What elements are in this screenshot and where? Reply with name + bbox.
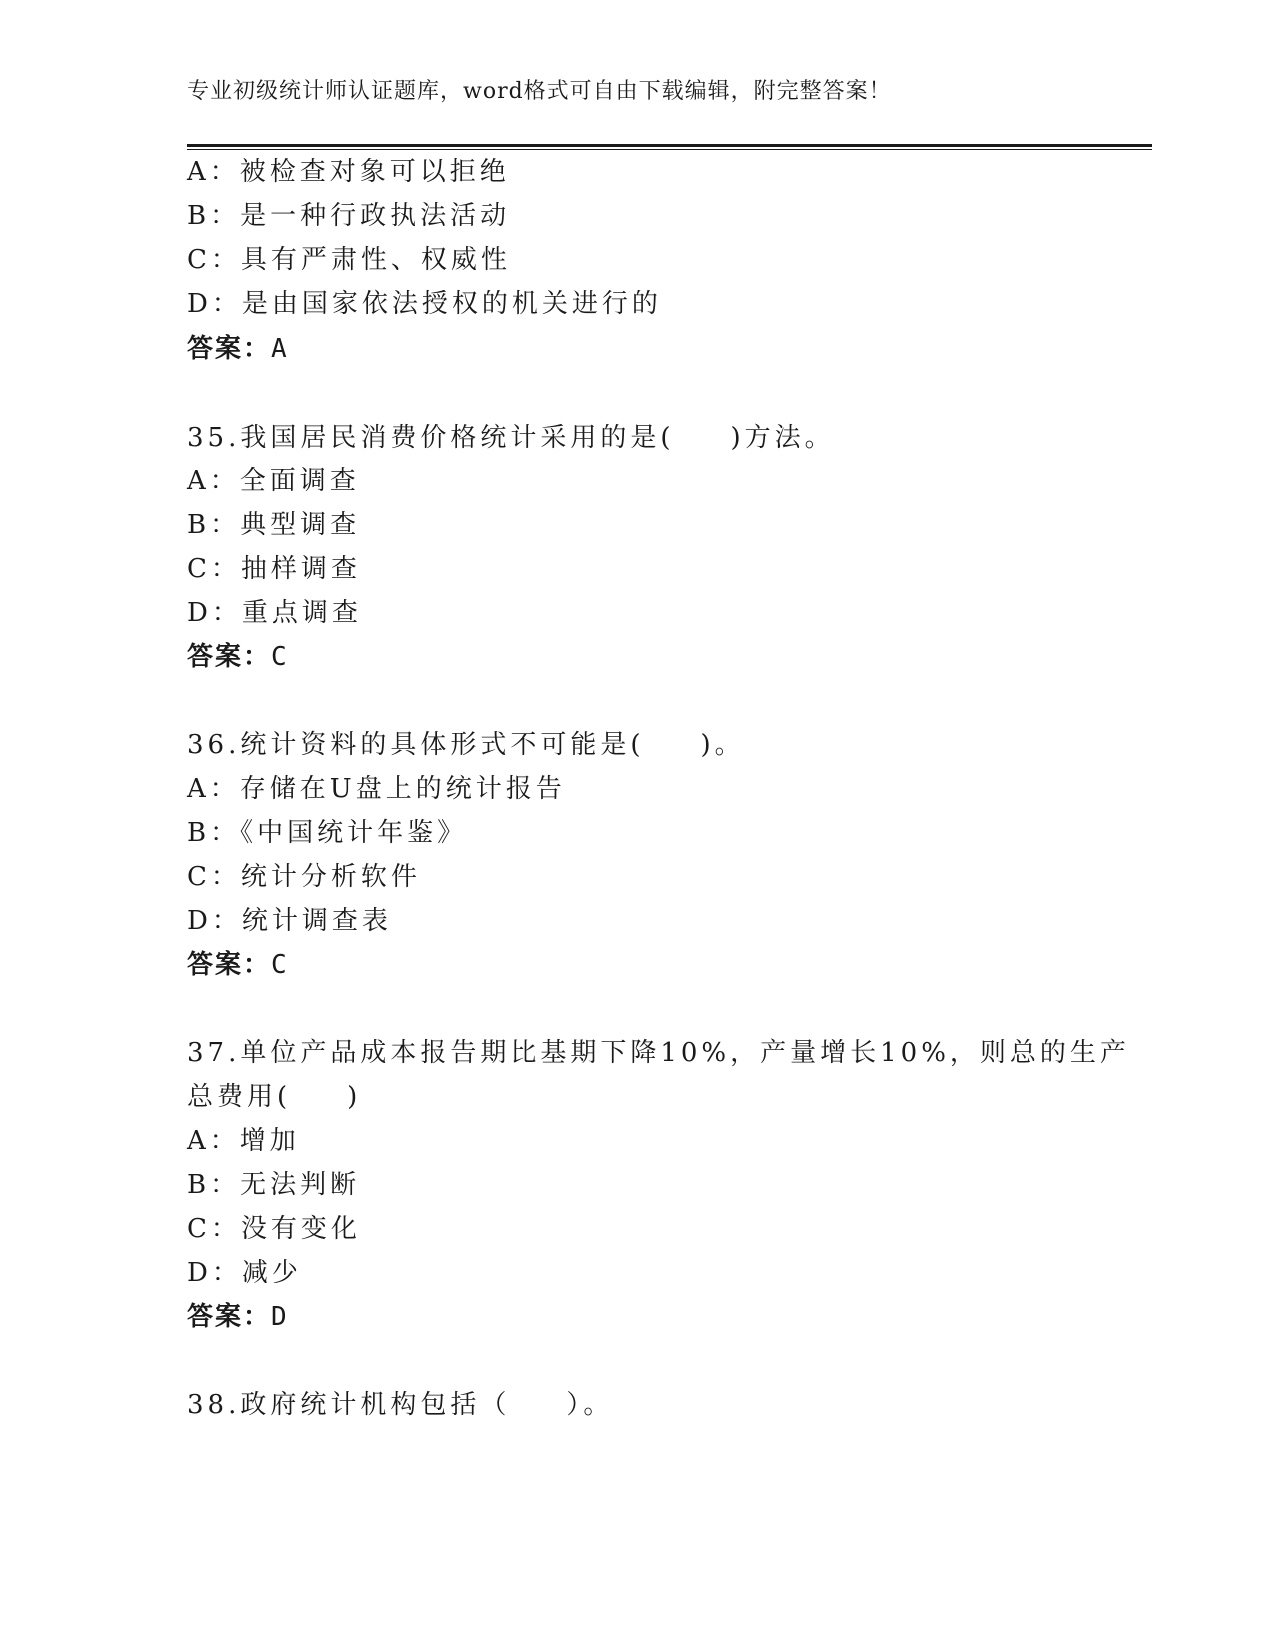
q36-stem xyxy=(187,728,745,762)
q36-option-a: A：存储在U盘上的统计报告 xyxy=(187,774,566,804)
q34-option-d: D：是由国家依法授权的机关进行的 xyxy=(187,289,662,319)
q37-stem-line2 xyxy=(187,1080,361,1114)
answer-value: D xyxy=(271,1302,287,1332)
page-header: 专业初级统计师认证题库，word格式可自由下载编辑，附完整答案！ xyxy=(187,79,892,104)
q35-option-a: A：全面调查 xyxy=(187,466,360,496)
answer-label: 答案： xyxy=(187,950,272,980)
q35-answer xyxy=(187,640,287,674)
q37-option-b: B：无法判断 xyxy=(187,1170,361,1200)
q37-answer xyxy=(187,1300,287,1334)
q34-option-c: C：具有严肃性、权威性 xyxy=(187,245,511,275)
q38-stem-end: ）。 xyxy=(566,1390,614,1420)
q37-stem-text: 总费用( xyxy=(187,1082,292,1112)
q36-option-d: D：统计调查表 xyxy=(187,906,392,936)
q36-stem-end: )。 xyxy=(700,730,745,760)
q36-option-c: C：统计分析软件 xyxy=(187,862,421,892)
answer-label: 答案： xyxy=(187,1302,272,1332)
q37-stem-end: ) xyxy=(347,1082,362,1112)
q35-stem xyxy=(187,421,835,455)
q35-option-d: D：重点调查 xyxy=(187,598,362,628)
answer-value: C xyxy=(271,642,287,672)
q38-stem-text: 38.政府统计机构包括（ xyxy=(187,1390,511,1420)
header-rule-thin xyxy=(187,149,1152,150)
q34-option-a: A：被检查对象可以拒绝 xyxy=(187,157,510,187)
q36-option-b: B：《中国统计年鉴》 xyxy=(187,818,468,848)
q35-stem-end: )方法。 xyxy=(730,423,835,453)
q37-option-d: D：减少 xyxy=(187,1258,302,1288)
q35-stem-text: 35.我国居民消费价格统计采用的是( xyxy=(187,423,675,453)
q35-option-b: B：典型调查 xyxy=(187,510,361,540)
answer-label: 答案： xyxy=(187,642,272,672)
header-rule-thick xyxy=(187,144,1152,147)
q34-answer xyxy=(187,332,287,366)
q37-option-c: C：没有变化 xyxy=(187,1214,361,1244)
q37-stem-line1: 37.单位产品成本报告期比基期下降10%，产量增长10%，则总的生产 xyxy=(187,1038,1130,1068)
q35-option-c: C：抽样调查 xyxy=(187,554,361,584)
answer-label: 答案： xyxy=(187,334,272,364)
answer-value: C xyxy=(271,950,287,980)
q34-option-b: B：是一种行政执法活动 xyxy=(187,201,511,231)
q37-option-a: A：增加 xyxy=(187,1126,300,1156)
q36-answer xyxy=(187,948,287,982)
answer-value: A xyxy=(271,334,287,364)
q36-stem-text: 36.统计资料的具体形式不可能是( xyxy=(187,730,645,760)
q38-stem xyxy=(187,1388,613,1422)
